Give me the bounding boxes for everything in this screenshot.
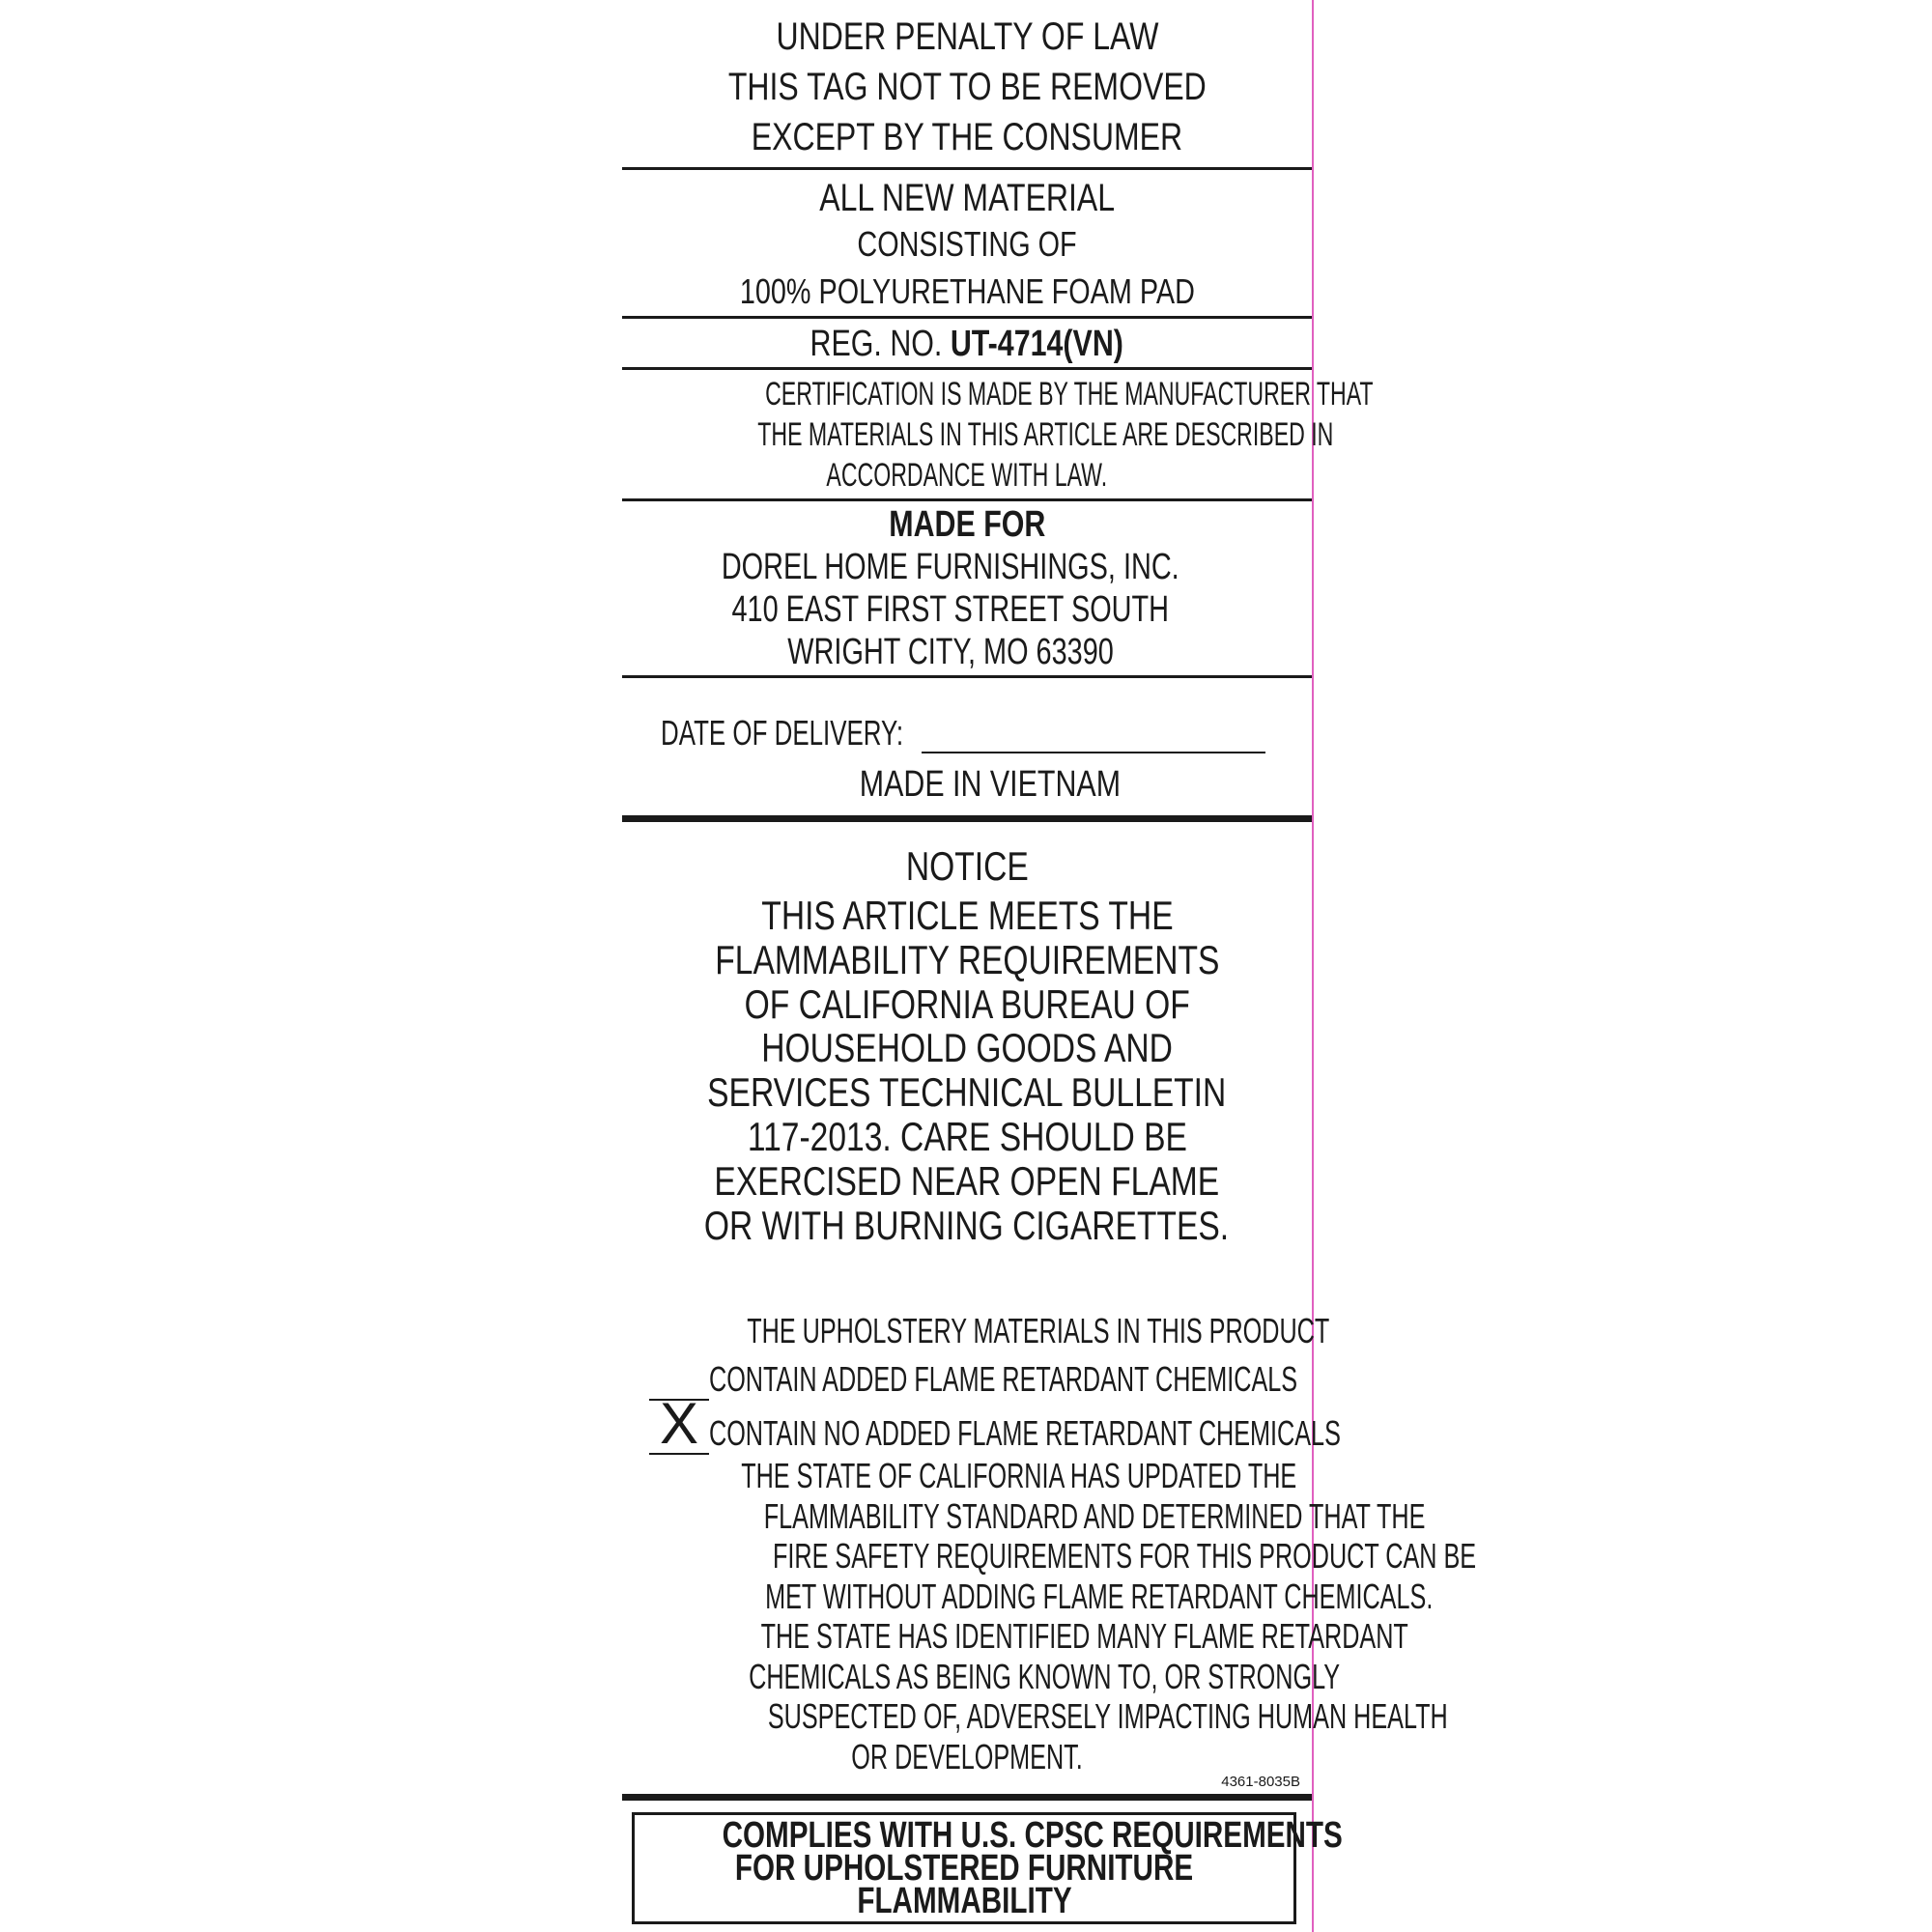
header-line-3: EXCEPT BY THE CONSUMER (751, 116, 1183, 158)
material-line-3: 100% POLYURETHANE FOAM PAD (739, 271, 1195, 311)
notice-line: OR WITH BURNING CIGARETTES. (704, 1202, 1230, 1248)
notice-line: 117-2013. CARE SHOULD BE (747, 1113, 1187, 1159)
option-none-checkbox[interactable] (649, 1391, 709, 1456)
notice-line: EXERCISED NEAR OPEN FLAME (714, 1157, 1220, 1204)
material-section (622, 176, 1312, 315)
made-for-section (622, 503, 1312, 673)
header-section (622, 12, 1312, 162)
certification-line-2: THE MATERIALS IN THIS ARTICLE ARE DESCRIBED IN (757, 416, 1334, 453)
explanation-line: OR DEVELOPMENT. (851, 1736, 1083, 1776)
origin-line (622, 763, 1335, 806)
upholstery-intro-text: THE UPHOLSTERY MATERIALS IN THIS PRODUCT (747, 1311, 1330, 1350)
certification-section (622, 374, 1374, 496)
upholstery-intro (622, 1310, 1330, 1352)
notice-line: HOUSEHOLD GOODS AND (761, 1025, 1173, 1071)
notice-line: FLAMMABILITY REQUIREMENTS (714, 936, 1220, 982)
thick-divider (622, 1794, 1312, 1801)
notice-line: THIS ARTICLE MEETS THE (760, 893, 1174, 938)
registration-number: UT-4714(VN) (951, 324, 1124, 364)
company-name: DOREL HOME FURNISHINGS, INC. (722, 547, 1179, 587)
registration-section (622, 320, 1312, 368)
header-line-1: UNDER PENALTY OF LAW (776, 15, 1158, 58)
certification-line-1: CERTIFICATION IS MADE BY THE MANUFACTURER THAT (765, 376, 1374, 412)
certification-line-3: ACCORDANCE WITH LAW. (826, 457, 1108, 494)
delivery-section (622, 713, 1312, 753)
compliance-box (632, 1812, 1343, 1924)
upholstery-explanation (622, 1456, 1477, 1776)
divider (622, 367, 1312, 370)
explanation-line: SUSPECTED OF, ADVERSELY IMPACTING HUMAN HEALTH (767, 1696, 1448, 1736)
notice-section (622, 841, 1312, 1247)
compliance-line-2: FOR UPHOLSTERED FURNITURE (734, 1848, 1194, 1889)
company-street: 410 EAST FIRST STREET SOUTH (731, 589, 1170, 630)
compliance-line-1: COMPLIES WITH U.S. CPSC REQUIREMENTS (722, 1815, 1343, 1856)
notice-heading: NOTICE (905, 843, 1029, 889)
made-in-label: MADE IN VIETNAM (859, 764, 1122, 805)
compliance-line-3: FLAMMABILITY (856, 1881, 1072, 1921)
material-line-1: ALL NEW MATERIAL (819, 177, 1115, 219)
registration-label: REG. NO. (810, 324, 943, 364)
date-of-delivery-label: DATE OF DELIVERY: (661, 713, 904, 753)
notice-line: OF CALIFORNIA BUREAU OF (744, 980, 1190, 1027)
option-none-label: CONTAIN NO ADDED FLAME RETARDANT CHEMICALS (709, 1413, 1341, 1453)
explanation-line: FIRE SAFETY REQUIREMENTS FOR THIS PRODUCT CAN BE (773, 1536, 1477, 1576)
divider (622, 316, 1312, 319)
explanation-line: THE STATE HAS IDENTIFIED MANY FLAME RETARDANT (760, 1616, 1408, 1656)
company-city: WRIGHT CITY, MO 63390 (787, 632, 1114, 672)
divider (622, 167, 1312, 170)
option-added-label: CONTAIN ADDED FLAME RETARDANT CHEMICALS (709, 1359, 1298, 1399)
divider (622, 498, 1312, 501)
explanation-line: CHEMICALS AS BEING KNOWN TO, OR STRONGLY (749, 1656, 1341, 1696)
material-line-2: CONSISTING OF (857, 224, 1077, 264)
notice-line: SERVICES TECHNICAL BULLETIN (707, 1069, 1227, 1116)
divider (622, 675, 1312, 678)
x-check-mark: X (659, 1391, 699, 1456)
thick-divider (622, 815, 1312, 822)
made-for-heading: MADE FOR (888, 504, 1046, 545)
explanation-line: MET WITHOUT ADDING FLAME RETARDANT CHEMICALS. (765, 1576, 1434, 1616)
date-of-delivery-field[interactable] (922, 723, 1265, 753)
option-none-row (649, 1391, 1611, 1456)
form-code: 4361-8035B (1221, 1774, 1300, 1790)
explanation-line: THE STATE OF CALIFORNIA HAS UPDATED THE (741, 1456, 1297, 1495)
header-line-2: THIS TAG NOT TO BE REMOVED (727, 66, 1207, 108)
law-tag (622, 0, 1477, 1932)
explanation-line: FLAMMABILITY STANDARD AND DETERMINED THAT THE (763, 1495, 1426, 1536)
option-added-row (649, 1358, 1549, 1401)
